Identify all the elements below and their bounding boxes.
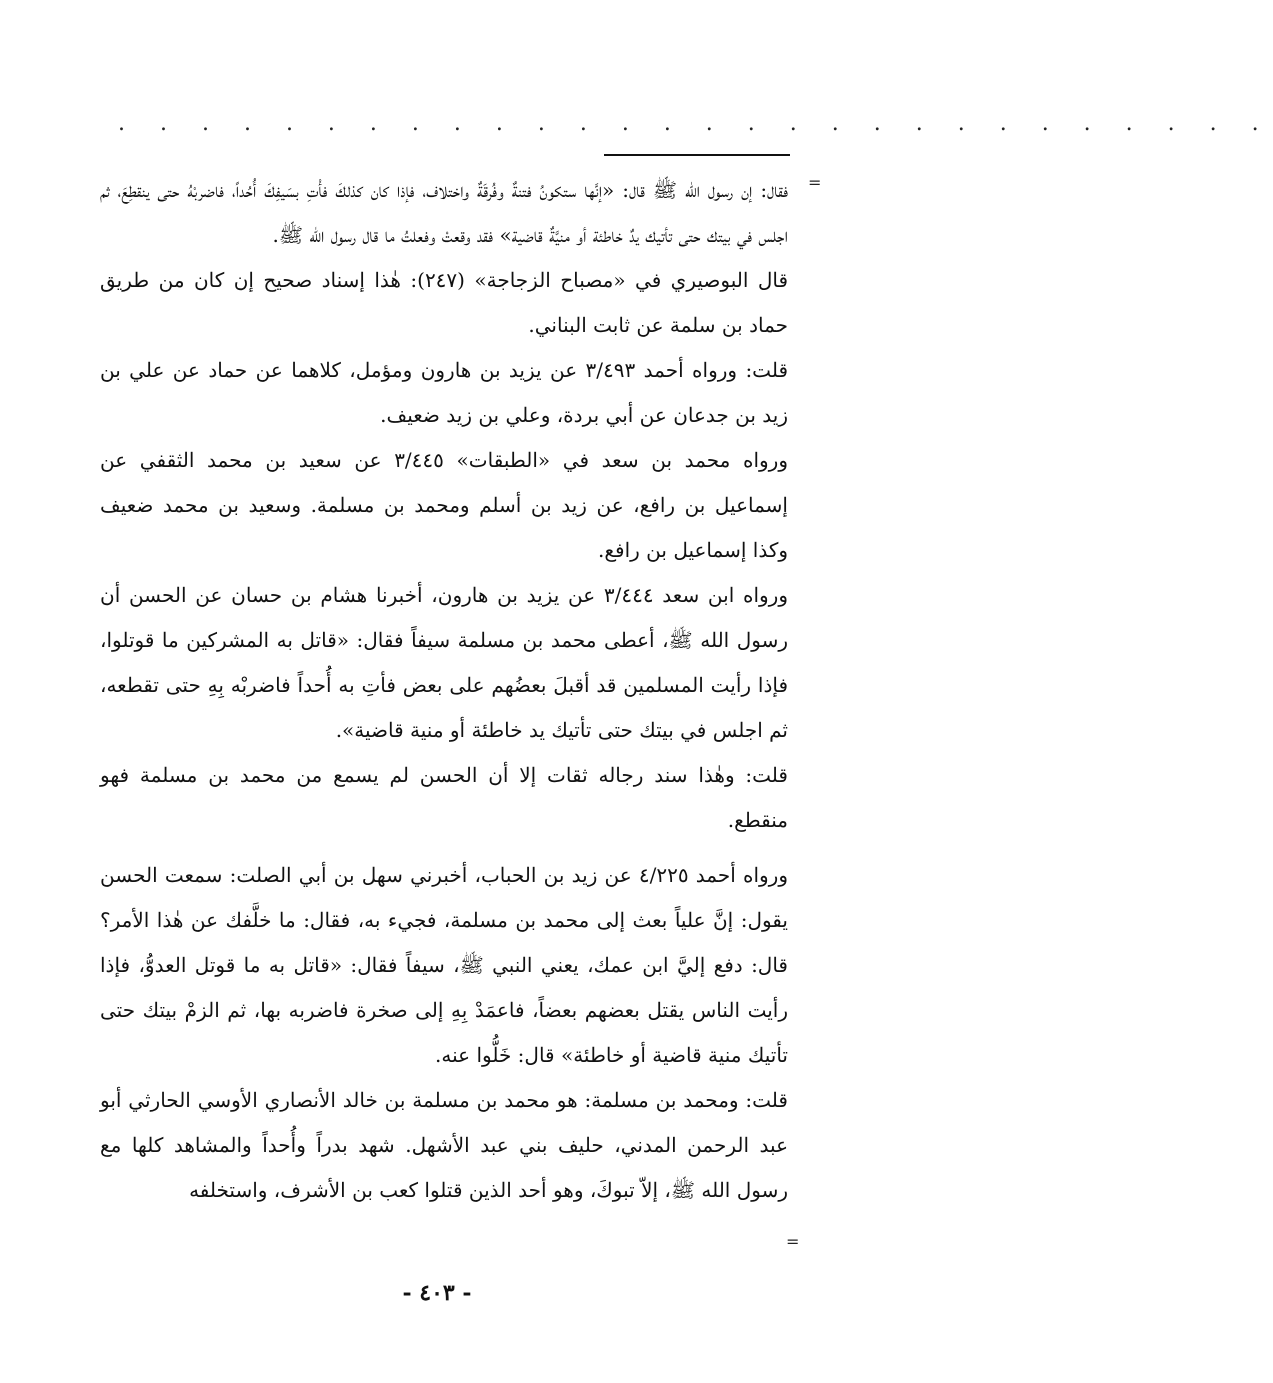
separator-dots: . . . . . . . . . . . . . . . . . . . . . . . . . . . .: [118, 111, 1273, 136]
footnote-body: [100, 168, 788, 1213]
footnote-rule: [604, 154, 790, 156]
paragraph-2: قال البوصيري في «مصباح الزجاجة» (٢٤٧): هٰذا إسناد صحيح إن كان من طريق حماد بن سلمة عن ثابت البناني.: [100, 268, 788, 337]
paragraph-5: ورواه ابن سعد ٣/٤٤٤ عن يزيد بن هارون، أخبرنا هشام بن حسان عن الحسن أن رسول الله ﷺ، أعطى محمد بن مسلمة سيفاً فقال: «قاتل به المشركين ما قوتلوا، فإذا رأيت المسلمين قد أقبلَ بعضُهم على بعض فأتِ به أُحداً فاضربْه بِهِ حتى تقطعه، ثم اجلس في بيتك حتى تأتيك يد خاطئة أو منية قاضية».: [100, 583, 788, 742]
paragraph-3: قلت: ورواه أحمد ٣/٤٩٣ عن يزيد بن هارون ومؤمل، كلاهما عن حماد عن علي بن زيد بن جدعان عن أبي بردة، وعلي بن زيد ضعيف.: [100, 358, 789, 427]
paragraph-8: قلت: ومحمد بن مسلمة: هو محمد بن مسلمة بن خالد الأنصاري الأوسي الحارثي أبو عبد الرحمن المدني، حليف بني عبد الأشهل. شهد بدراً وأُحداً والمشاهد كلها مع رسول الله ﷺ، إلاّ تبوكَ، وهو أحد الذين قتلوا كعب بن الأشرف، واستخلفه: [100, 1088, 788, 1202]
paragraph-7: ورواه أحمد ٤/٢٢٥ عن زيد بن الحباب، أخبرني سهل بن أبي الصلت: سمعت الحسن يقول: إنَّ علياً بعث إلى محمد بن مسلمة، فجيء به، فقال: ما خلَّفك عن هٰذا الأمر؟ قال: دفع إليَّ ابن عمك، يعني النبي ﷺ، سيفاً فقال: «قاتل به ما قوتل العدوُّ، فإذا رأيت الناس يقتل بعضهم بعضاً، فاعمَدْ بِهِ إلى صخرة فاضربه بها، ثم الزمْ بيتك حتى تأتيك منية قاضية أو خاطئة» قال: خَلُّوا عنه.: [100, 863, 788, 1067]
continuation-mark-top: =: [808, 173, 822, 192]
paragraph-1: فقال: إن رسول الله ﷺ قال: «إنَّها ستكونُ فتنةٌ وفُرقَةٌ واختلاف، فإذا كان كذلكَ فأْتِ بسَيفِكَ أُحُداً، فاضربْهُ حتى ينقطِعَ، ثم اجلس في بيتك حتى تأتيك يدٌ خاطئة أو منيَّةٌ قاضية» فقد وقعتْ وفعلتُ ما قال رسول الله ﷺ.: [100, 178, 788, 247]
page-number: - ٤٠٣ -: [402, 1280, 472, 1306]
continuation-mark-bottom: =: [786, 1232, 800, 1251]
paragraph-4: ورواه محمد بن سعد في «الطبقات» ٣/٤٤٥ عن سعيد بن محمد الثقفي عن إسماعيل بن رافع، عن زيد بن أسلم ومحمد بن مسلمة. وسعيد بن محمد ضعيف وكذا إسماعيل بن رافع.: [100, 448, 788, 562]
paragraph-6: قلت: وهٰذا سند رجاله ثقات إلا أن الحسن لم يسمع من محمد بن مسلمة فهو منقطع.: [100, 763, 788, 832]
